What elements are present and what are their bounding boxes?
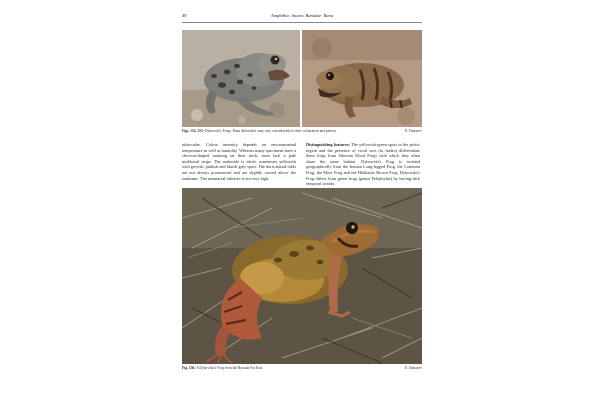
- running-head: [182, 12, 422, 23]
- figure-top-caption: [182, 129, 337, 134]
- figure-bottom-credit: E. Dunayev: [405, 366, 422, 370]
- text-column-right-body: The yellowish-green spots in the pelvic region and the presence of vocal sacs (in males) differentiate these frogs from Siberian Wood Frogs with which they often share the same habitat. Dybowski's Frog is isolated geographically from the Iranian Long-legged Frog, the Common Frog, the Moor Frog and the Hokkaido Brown Frog. Dybowski's Frog differs from green frogs (genus Pelophylax) by having dark temporal streaks.: [306, 142, 421, 187]
- figure-top-text: Dybowski's Frogs, Rana dybowskii, may vary considerably in their colouration and pattern.: [204, 129, 337, 133]
- photo-frog-in-grass: [182, 188, 422, 364]
- text-column-right: [306, 142, 420, 187]
- text-column-left-body: tuberculae. Colour intensity depends on environmental temperature as well as humidity. Whereas many specimens have a chevron-shaped marking on their neck, most lack a pale middorsal stripe. The underside is white, sometimes yellowish with greyish, pinkish and bluish-grey spots. The dorsolateral folds are not always pronounced and are slightly curved above the eardrums. The metatarsal tubercle is not very high.: [182, 142, 296, 181]
- running-title: Amphibia: Anura: Ranidae: Rana: [270, 13, 334, 18]
- text-column-left: [182, 142, 296, 181]
- photo-grey-spotted-frog: [182, 30, 300, 127]
- page-number: 48: [182, 13, 187, 18]
- figure-bottom-caption: [182, 366, 263, 371]
- figure-top-credit: E. Dunayev: [405, 129, 422, 133]
- figure-bottom-label: Fig. 156:: [182, 366, 196, 370]
- figure-top-label: Figs. 154–155:: [182, 129, 204, 133]
- figure-bottom-text: A Dybowski's Frog from the Russian Far East.: [196, 366, 264, 370]
- photo-brown-banded-frog: [302, 30, 422, 127]
- distinguishing-features-heading: Distinguishing features:: [306, 142, 350, 147]
